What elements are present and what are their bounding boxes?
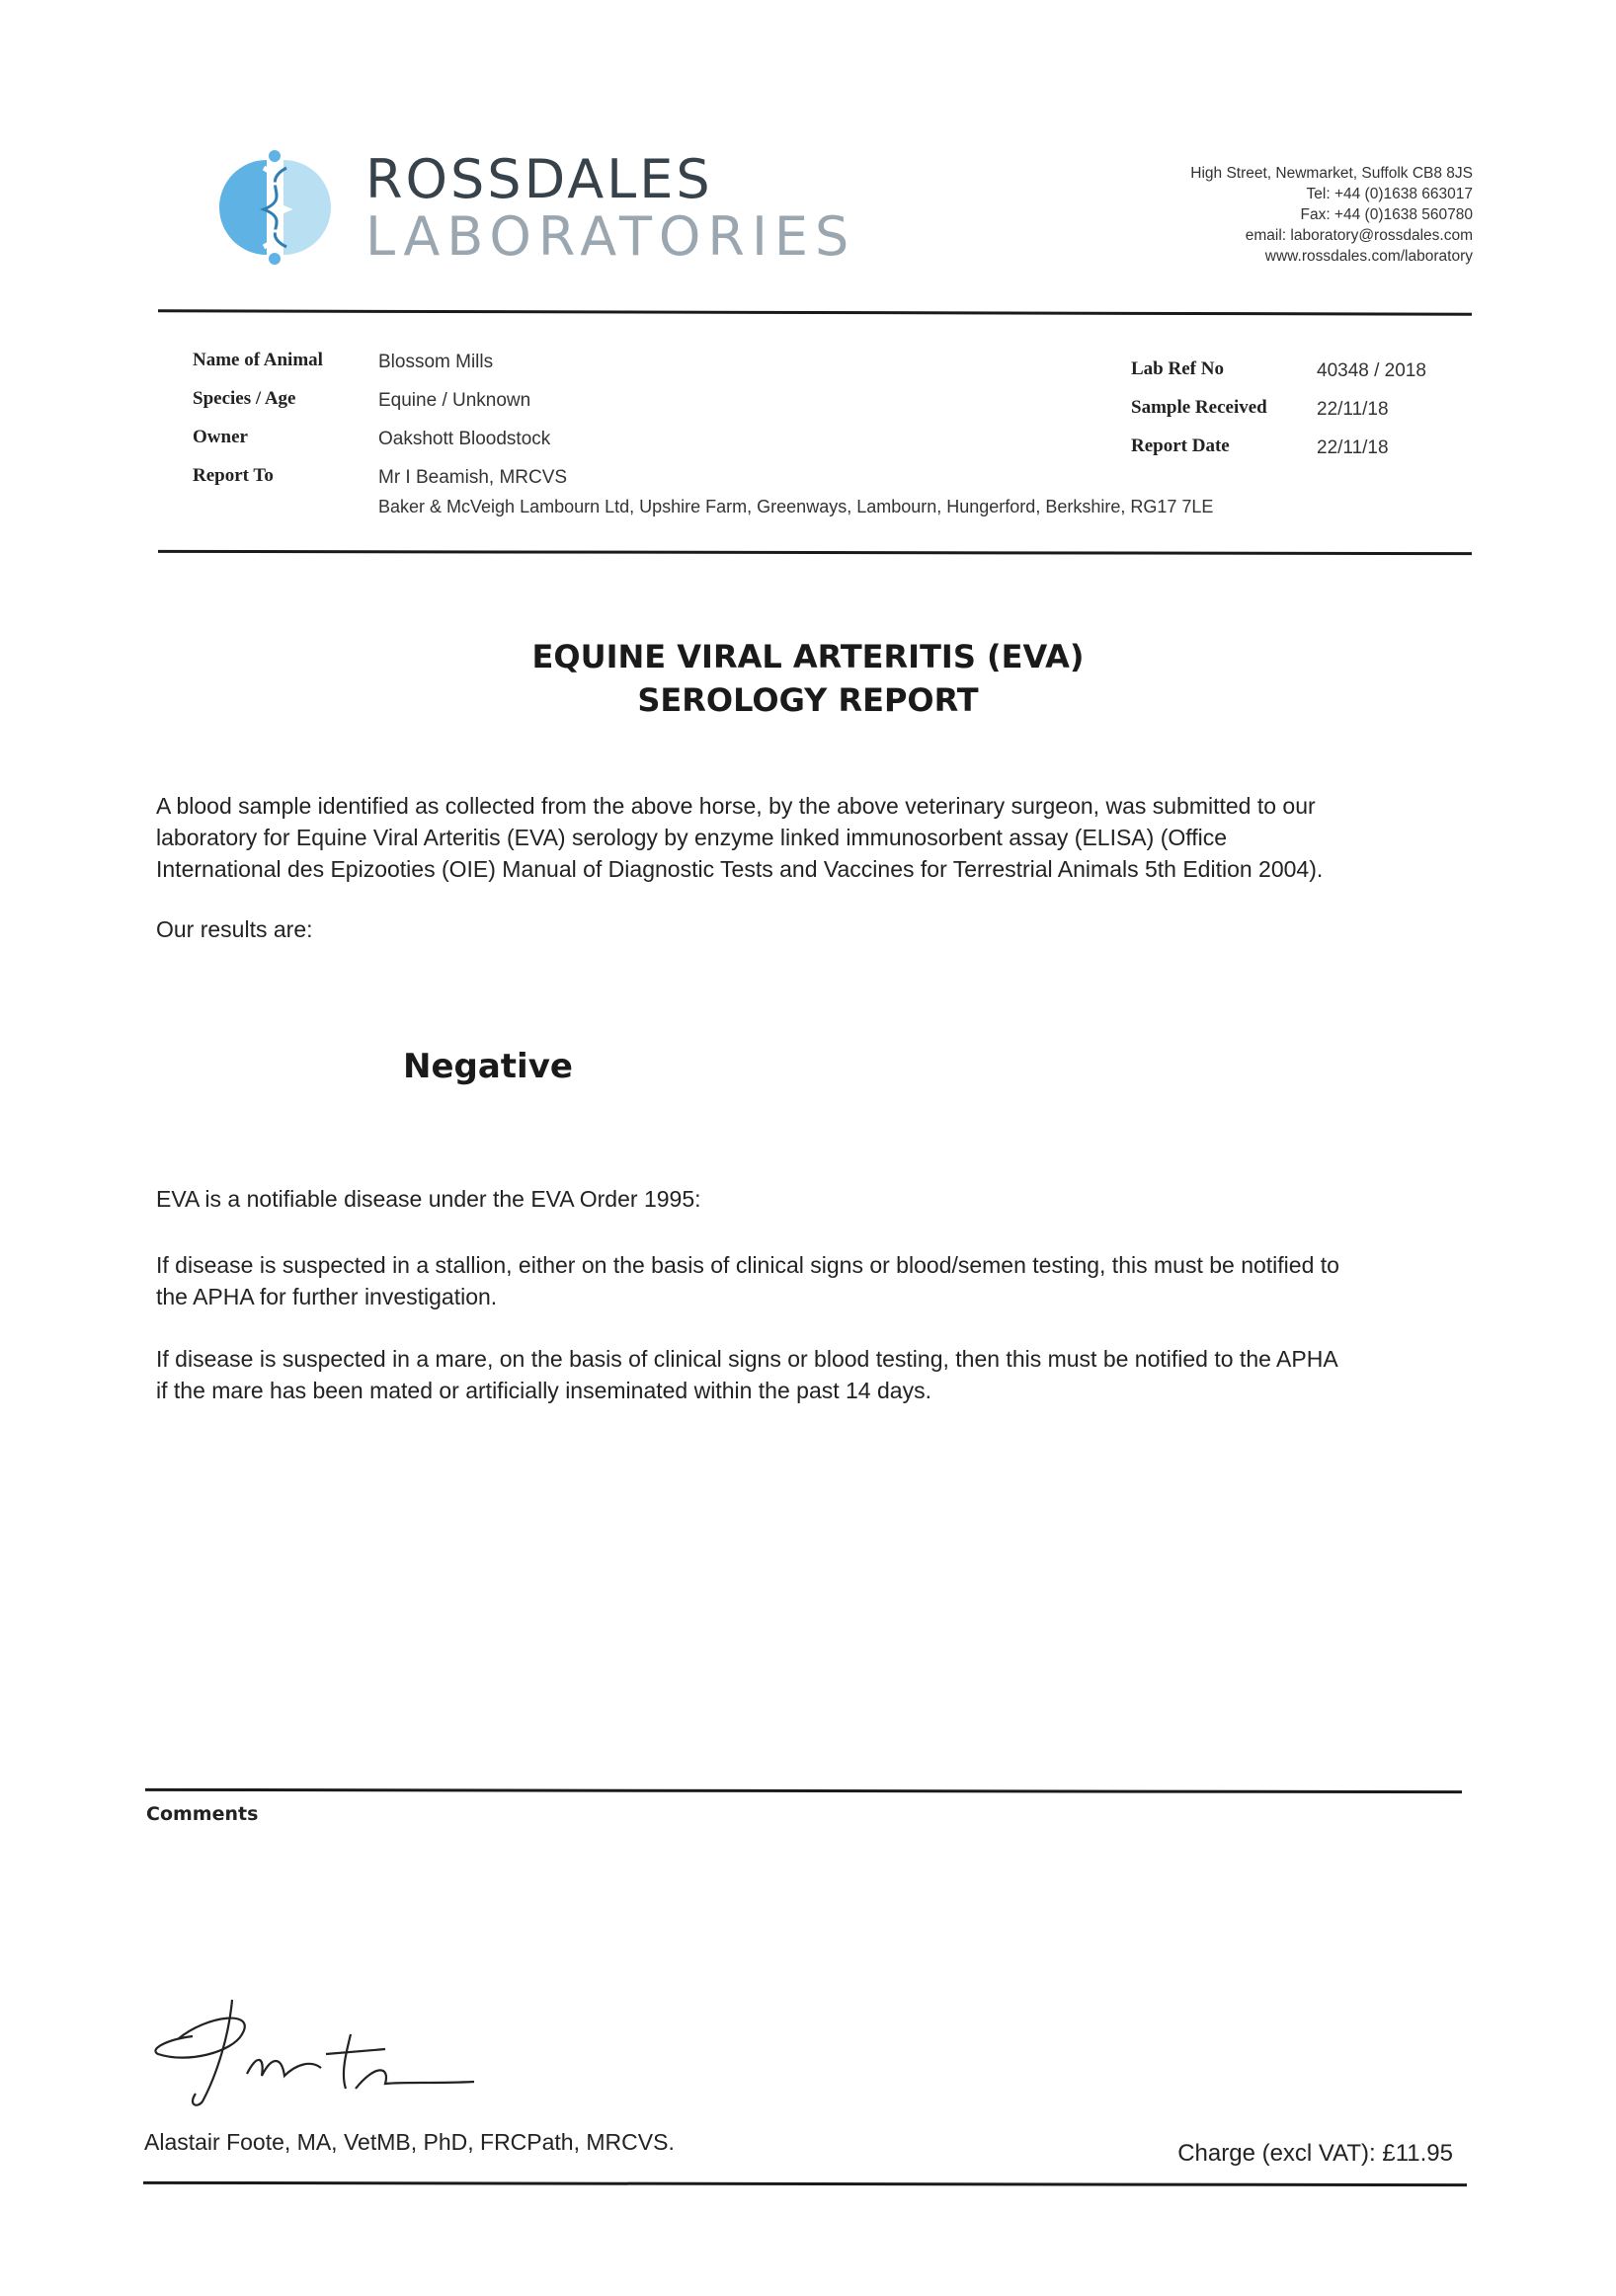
notifiable-statement: EVA is a notifiable disease under the EVA Order 1995: bbox=[156, 1186, 701, 1212]
address-email: email: laboratory@rossdales.com bbox=[1245, 227, 1473, 244]
brand-name: ROSSDALES bbox=[365, 148, 713, 210]
address-web: www.rossdales.com/laboratory bbox=[1264, 248, 1473, 265]
brand-subtitle: LABORATORIES bbox=[365, 205, 856, 268]
owner-value: Oakshott Bloodstock bbox=[378, 429, 551, 449]
intro-line: laboratory for Equine Viral Arteritis (EVA) serology by enzyme linked immunosorbent assay (ELISA) (Office bbox=[156, 825, 1228, 850]
rossdales-logo-icon bbox=[212, 138, 336, 272]
lab-ref-value: 40348 / 2018 bbox=[1317, 360, 1426, 381]
sample-received-label: Sample Received bbox=[1131, 397, 1267, 418]
address-tel: Tel: +44 (0)1638 663017 bbox=[1306, 186, 1473, 202]
lab-address bbox=[1190, 163, 1473, 267]
mare-paragraph bbox=[156, 1343, 1460, 1406]
name-value: Blossom Mills bbox=[378, 352, 494, 372]
signer-name: Alastair Foote, MA, VetMB, PhD, FRCPath, MRCVS. bbox=[144, 2129, 675, 2155]
name-label: Name of Animal bbox=[193, 350, 323, 370]
footer-divider bbox=[143, 2181, 1467, 2186]
lab-ref-label: Lab Ref No bbox=[1131, 358, 1224, 379]
charge-amount: Charge (excl VAT): £11.95 bbox=[1177, 2140, 1453, 2167]
test-result: Negative bbox=[403, 1047, 573, 1086]
report-title: EQUINE VIRAL ARTERITIS (EVA) bbox=[531, 638, 1085, 675]
comments-divider bbox=[145, 1788, 1462, 1793]
report-date-value: 22/11/18 bbox=[1317, 437, 1389, 458]
report-subtitle: SEROLOGY REPORT bbox=[637, 681, 979, 719]
intro-line: A blood sample identified as collected from the above horse, by the above veterinary surgeon, was submitted to our bbox=[156, 793, 1316, 819]
species-value: Equine / Unknown bbox=[378, 390, 531, 411]
results-intro: Our results are: bbox=[156, 916, 313, 942]
stallion-line: the APHA for further investigation. bbox=[156, 1284, 498, 1309]
comments-label: Comments bbox=[146, 1803, 259, 1825]
mare-line: if the mare has been mated or artificially inseminated within the past 14 days. bbox=[156, 1378, 931, 1403]
header-divider bbox=[158, 309, 1472, 315]
details-divider bbox=[158, 550, 1472, 555]
report-date-label: Report Date bbox=[1131, 435, 1230, 456]
report-to-address: Baker & McVeigh Lambourn Ltd, Upshire Farm, Greenways, Lambourn, Hungerford, Berkshire, RG17 7LE bbox=[378, 497, 1214, 516]
intro-paragraph bbox=[156, 790, 1460, 885]
address-fax: Fax: +44 (0)1638 560780 bbox=[1300, 206, 1473, 223]
signature-icon bbox=[148, 1995, 484, 2113]
stallion-paragraph bbox=[156, 1249, 1460, 1312]
report-to-label: Report To bbox=[193, 465, 274, 486]
report-to-value: Mr I Beamish, MRCVS bbox=[378, 467, 568, 488]
species-label: Species / Age bbox=[193, 388, 296, 409]
sample-received-value: 22/11/18 bbox=[1317, 399, 1389, 420]
stallion-line: If disease is suspected in a stallion, either on the basis of clinical signs or blood/semen testing, this must be notified to bbox=[156, 1252, 1339, 1278]
owner-label: Owner bbox=[193, 427, 248, 447]
mare-line: If disease is suspected in a mare, on the basis of clinical signs or blood testing, then this must be notified to the APHA bbox=[156, 1346, 1338, 1372]
intro-line: International des Epizooties (OIE) Manual of Diagnostic Tests and Vaccines for Terrestrial Animals 5th Edition 2004). bbox=[156, 856, 1324, 882]
address-street: High Street, Newmarket, Suffolk CB8 8JS bbox=[1190, 165, 1473, 182]
